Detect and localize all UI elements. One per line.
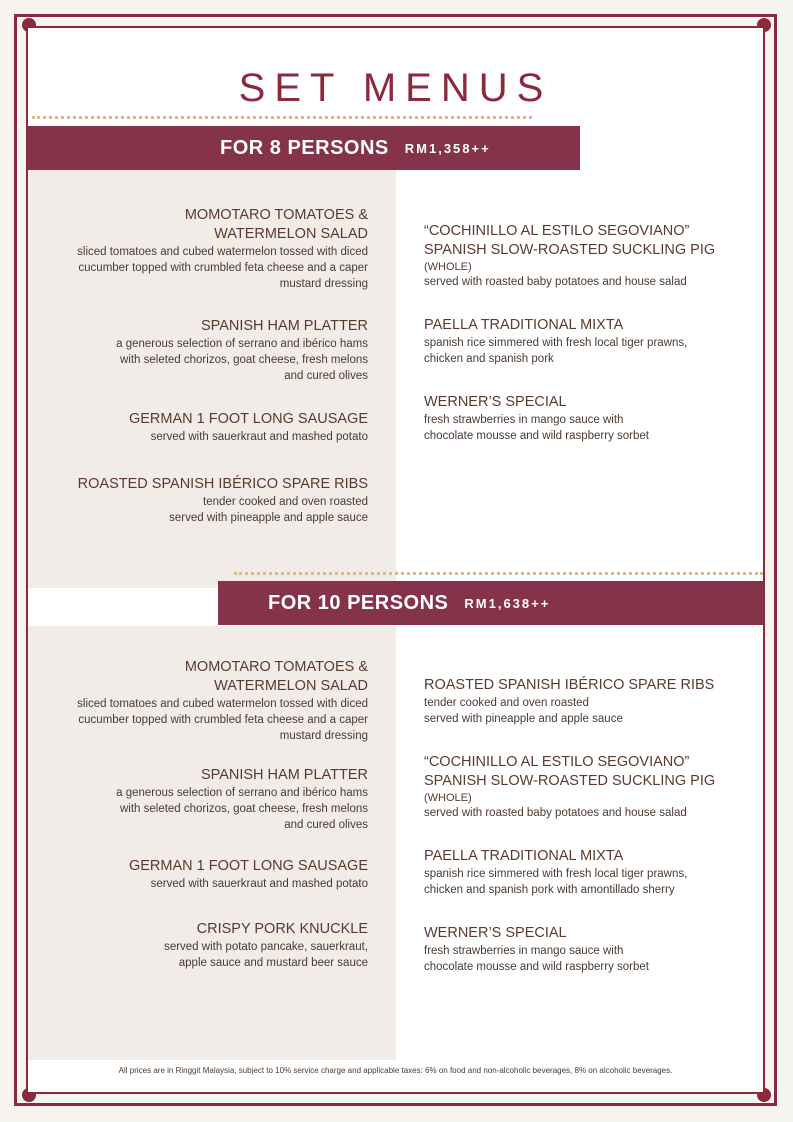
menu-band-8 <box>28 126 580 170</box>
dish-description: served with roasted baby potatoes and house salad <box>424 807 687 819</box>
dish <box>424 924 744 975</box>
menu-page <box>26 26 765 1094</box>
dish <box>68 766 368 833</box>
dish <box>68 658 368 744</box>
dish <box>424 676 744 727</box>
dish <box>68 317 368 384</box>
dish-description: fresh strawberries in mango sauce with chocolate mousse and wild raspberry sorbet <box>424 414 650 442</box>
dish-description: served with potato pancake, sauerkraut, apple sauce and mustard beer sauce <box>164 941 368 969</box>
dish-name: GERMAN 1 FOOT LONG SAUSAGE <box>128 858 368 874</box>
dish-name: PAELLA TRADITIONAL MIXTA <box>424 848 624 864</box>
dish-description: a generous selection of serrano and ibérico hams with seleted chorizos, goat cheese, fresh melons and cured olives <box>116 787 368 831</box>
price-footnote: All prices are in Ringgit Malaysia, subject to 10% service charge and applicable taxes: 6% on food and non-alcoholic beverages, 8% on alcoholic beverages. <box>118 1066 673 1075</box>
dish-name: PAELLA TRADITIONAL MIXTA <box>424 317 624 333</box>
menu8-right-column <box>424 222 744 444</box>
dotted-divider <box>32 116 532 119</box>
menu10-right-column <box>424 676 744 975</box>
menu-price: RM1,358++ <box>404 140 491 156</box>
menu8-left-column <box>68 206 368 526</box>
menu-heading: FOR 8 PERSONS <box>220 136 389 159</box>
dish <box>424 393 744 444</box>
dish-name: WERNER’S SPECIAL <box>424 394 567 410</box>
dish-description: spanish rice simmered with fresh local tiger prawns, chicken and spanish pork with amontillado sherry <box>424 868 688 896</box>
dish <box>424 316 744 367</box>
dish-description: tender cooked and oven roasted served with pineapple and apple sauce <box>424 697 623 725</box>
dish-description: a generous selection of serrano and ibérico hams with seleted chorizos, goat cheese, fresh melons and cured olives <box>116 338 368 382</box>
dish-name: SPANISH HAM PLATTER <box>200 318 368 334</box>
dish-name: GERMAN 1 FOOT LONG SAUSAGE <box>128 411 368 427</box>
menu10-left-column <box>68 658 368 971</box>
dish <box>68 410 368 445</box>
dish <box>424 847 744 898</box>
dish-name: ROASTED SPANISH IBÉRICO SPARE RIBS <box>77 476 368 492</box>
dish-name: WERNER’S SPECIAL <box>424 925 567 941</box>
dish-note: (WHOLE) <box>424 261 472 273</box>
dish-name: CRISPY PORK KNUCKLE <box>196 921 368 937</box>
dish-description: sliced tomatoes and cubed watermelon tossed with diced cucumber topped with crumbled feta cheese and a caper mustard dressing <box>77 246 368 290</box>
dish-name: MOMOTARO TOMATOES & WATERMELON SALAD <box>184 659 368 694</box>
dish-description: tender cooked and oven roasted served with pineapple and apple sauce <box>169 496 368 524</box>
dish <box>68 857 368 892</box>
dish-name: MOMOTARO TOMATOES & WATERMELON SALAD <box>184 207 368 242</box>
dish <box>424 222 744 290</box>
dish-description: served with sauerkraut and mashed potato <box>150 431 368 443</box>
dish-name: SPANISH HAM PLATTER <box>200 767 368 783</box>
dish <box>424 753 744 821</box>
dish-note: (WHOLE) <box>424 792 472 804</box>
dish <box>68 206 368 292</box>
dish-description: fresh strawberries in mango sauce with chocolate mousse and wild raspberry sorbet <box>424 945 650 973</box>
dish-description: served with roasted baby potatoes and house salad <box>424 276 687 288</box>
dish-description: served with sauerkraut and mashed potato <box>150 878 368 890</box>
dish-description: sliced tomatoes and cubed watermelon tossed with diced cucumber topped with crumbled feta cheese and a caper mustard dressing <box>77 698 368 742</box>
dotted-divider <box>234 572 763 575</box>
dish-name: ROASTED SPANISH IBÉRICO SPARE RIBS <box>424 677 715 693</box>
dish-name: “COCHINILLO AL ESTILO SEGOVIANO” SPANISH SLOW-ROASTED SUCKLING PIG <box>424 223 716 258</box>
menu-band-10 <box>218 581 765 625</box>
dish-name: “COCHINILLO AL ESTILO SEGOVIANO” SPANISH SLOW-ROASTED SUCKLING PIG <box>424 754 716 789</box>
dish-description: spanish rice simmered with fresh local tiger prawns, chicken and spanish pork <box>424 337 688 365</box>
dish <box>68 475 368 526</box>
menu-heading: FOR 10 PERSONS <box>268 591 449 614</box>
dish <box>68 920 368 971</box>
menu-price: RM1,638++ <box>464 595 551 611</box>
page-title: SET MENUS <box>238 66 553 110</box>
